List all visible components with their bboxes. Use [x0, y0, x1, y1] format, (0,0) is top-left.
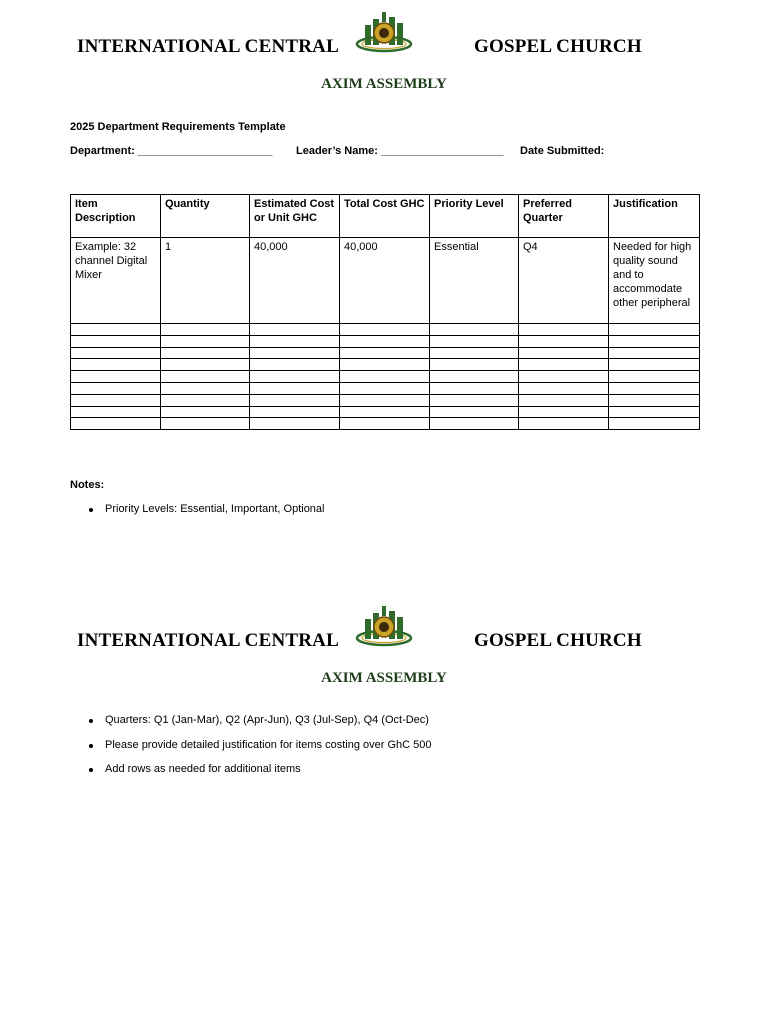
list-item: Quarters: Q1 (Jan-Mar), Q2 (Apr-Jun), Q3 (Jul-Sep), Q4 (Oct-Dec): [70, 714, 710, 739]
table-cell: [71, 347, 161, 359]
header-item-description: Item Description: [71, 195, 161, 238]
table-cell: [609, 406, 700, 418]
table-cell: [71, 324, 161, 336]
cell-justification: Needed for high quality sound and to accommodate other peripheral: [609, 238, 700, 324]
table-row: [71, 406, 700, 418]
table-cell: [71, 382, 161, 394]
notes-list-page1: [70, 503, 710, 528]
table-cell: [250, 394, 340, 406]
table-cell: [71, 359, 161, 371]
table-cell: [161, 382, 250, 394]
table-cell: [250, 347, 340, 359]
header-estimated-cost: Estimated Cost or Unit GHC: [250, 195, 340, 238]
table-cell: [161, 418, 250, 430]
church-logo-icon: [355, 11, 413, 55]
table-cell: [519, 324, 609, 336]
table-cell: [519, 382, 609, 394]
table-cell: [430, 406, 519, 418]
table-cell: [430, 347, 519, 359]
church-name-right-page2: GOSPEL CHURCH: [474, 630, 642, 651]
table-cell: [519, 359, 609, 371]
table-cell: [609, 382, 700, 394]
table-row: [71, 238, 700, 324]
table-cell: [430, 371, 519, 383]
table-cell: [250, 406, 340, 418]
table-cell: [250, 359, 340, 371]
table-cell: [250, 335, 340, 347]
table-cell: [340, 371, 430, 383]
header-justification: Justification: [609, 195, 700, 238]
table-cell: [430, 382, 519, 394]
table-cell: [250, 382, 340, 394]
table-cell: [609, 324, 700, 336]
table-row: [71, 394, 700, 406]
table-cell: [609, 394, 700, 406]
table-cell: [609, 359, 700, 371]
assembly-name: AXIM ASSEMBLY: [321, 76, 447, 92]
leader-name-field: Leader’s Name: ____________________: [296, 145, 504, 157]
table-header-row: [71, 195, 700, 238]
cell-priority-level: Essential: [430, 238, 519, 324]
date-submitted-field: Date Submitted:: [520, 145, 605, 157]
church-name-right: GOSPEL CHURCH: [474, 36, 642, 57]
table-row: [71, 418, 700, 430]
department-field: Department: ______________________: [70, 145, 273, 157]
table-row: [71, 324, 700, 336]
table-cell: [340, 418, 430, 430]
table-cell: [519, 406, 609, 418]
header-priority-level: Priority Level: [430, 195, 519, 238]
table-cell: [161, 406, 250, 418]
table-cell: [430, 324, 519, 336]
template-title: 2025 Department Requirements Template: [70, 121, 286, 133]
table-cell: [340, 394, 430, 406]
table-row: [71, 371, 700, 383]
table-cell: [609, 418, 700, 430]
table-cell: [161, 324, 250, 336]
table-cell: [519, 418, 609, 430]
table-cell: [430, 335, 519, 347]
table-cell: [430, 359, 519, 371]
table-cell: [340, 382, 430, 394]
table-cell: [519, 347, 609, 359]
table-row: [71, 359, 700, 371]
table-cell: [71, 418, 161, 430]
header-quantity: Quantity: [161, 195, 250, 238]
table-cell: [250, 324, 340, 336]
table-cell: [161, 359, 250, 371]
table-row: [71, 335, 700, 347]
list-item: Add rows as needed for additional items: [70, 763, 710, 788]
cell-item-description: Example: 32 channel Digital Mixer: [71, 238, 161, 324]
church-logo-icon: [355, 605, 413, 649]
cell-preferred-quarter: Q4: [519, 238, 609, 324]
table-cell: [71, 335, 161, 347]
church-name-left-page2: INTERNATIONAL CENTRAL: [77, 630, 339, 651]
table-cell: [430, 394, 519, 406]
table-cell: [430, 418, 519, 430]
table-cell: [71, 394, 161, 406]
table-cell: [161, 347, 250, 359]
list-item: Please provide detailed justification for items costing over GhC 500: [70, 739, 710, 764]
cell-estimated-cost: 40,000: [250, 238, 340, 324]
table-cell: [340, 359, 430, 371]
cell-total-cost: 40,000: [340, 238, 430, 324]
table-cell: [250, 371, 340, 383]
table-cell: [71, 406, 161, 418]
requirements-table: [70, 194, 700, 430]
list-item: Priority Levels: Essential, Important, Optional: [70, 503, 710, 528]
table-cell: [340, 347, 430, 359]
notes-list-page2: [70, 714, 710, 788]
table-row: [71, 347, 700, 359]
header-total-cost: Total Cost GHC: [340, 195, 430, 238]
table-cell: [161, 335, 250, 347]
table-cell: [609, 335, 700, 347]
table-cell: [161, 371, 250, 383]
table-cell: [340, 335, 430, 347]
table-cell: [519, 371, 609, 383]
cell-quantity: 1: [161, 238, 250, 324]
table-cell: [71, 371, 161, 383]
table-cell: [519, 394, 609, 406]
table-row: [71, 382, 700, 394]
header-preferred-quarter: Preferred Quarter: [519, 195, 609, 238]
table-cell: [340, 406, 430, 418]
table-cell: [250, 418, 340, 430]
church-name-left: INTERNATIONAL CENTRAL: [77, 36, 339, 57]
table-cell: [609, 371, 700, 383]
table-cell: [519, 335, 609, 347]
table-cell: [340, 324, 430, 336]
table-cell: [161, 394, 250, 406]
assembly-name-page2: AXIM ASSEMBLY: [321, 670, 447, 686]
notes-title: Notes:: [70, 479, 105, 491]
table-cell: [609, 347, 700, 359]
